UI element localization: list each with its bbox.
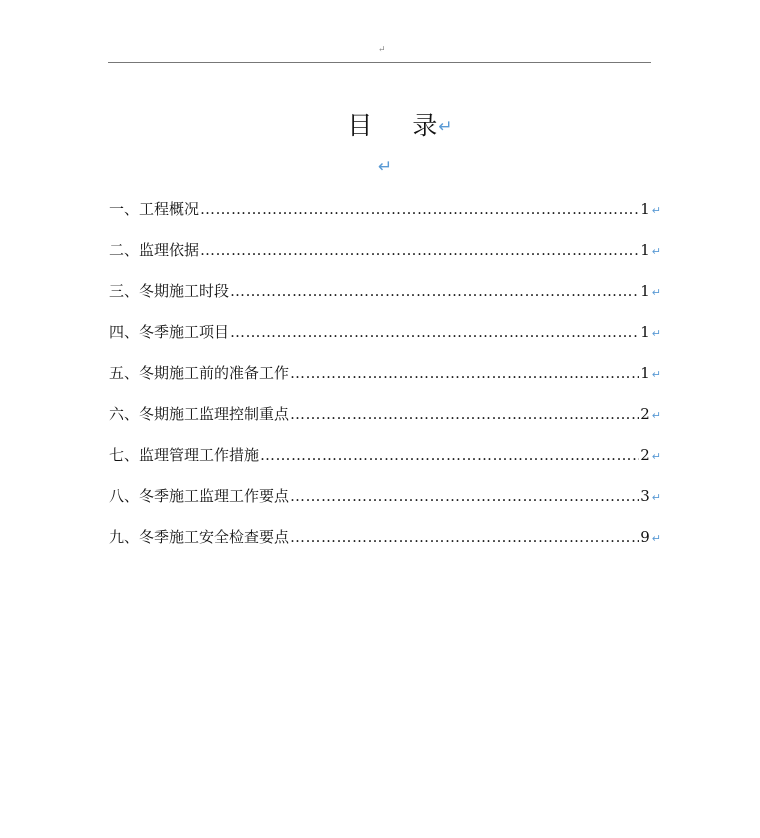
paragraph-mark: ↵ — [651, 327, 661, 340]
title-char-2: 录 — [412, 111, 438, 140]
paragraph-mark: ↵ — [651, 450, 661, 463]
toc-entry-label: 七、监理管理工作措施 — [109, 446, 260, 464]
toc-entry[interactable] — [109, 198, 661, 239]
toc-page-number: 1 — [640, 323, 650, 341]
paragraph-mark: ↵ — [651, 286, 661, 299]
toc-entry-label: 九、冬季施工安全检查要点 — [109, 528, 290, 546]
toc-leader — [200, 239, 639, 261]
title-char-1: 目 — [347, 111, 373, 140]
toc-entry[interactable] — [109, 362, 661, 403]
toc-leader — [290, 362, 639, 384]
toc-page-number: 1 — [640, 241, 650, 259]
toc-page-number: 9 — [640, 528, 650, 546]
toc-leader — [200, 198, 639, 220]
toc-entry-label: 一、工程概况 — [109, 200, 200, 218]
toc-entry-label: 四、冬季施工项目 — [109, 323, 230, 341]
toc-leader — [290, 526, 639, 548]
toc-leader — [260, 444, 639, 466]
header-rule — [108, 62, 651, 63]
toc-leader — [290, 403, 639, 425]
toc-page-number: 3 — [640, 487, 650, 505]
toc-entry-label: 五、冬期施工前的准备工作 — [109, 364, 290, 382]
toc-entry[interactable] — [109, 239, 661, 280]
toc-entry-label: 三、冬期施工时段 — [109, 282, 230, 300]
blank-paragraph-mark: ↵ — [378, 157, 393, 177]
toc-entry[interactable] — [109, 280, 661, 321]
toc-entry-label: 二、监理依据 — [109, 241, 200, 259]
header-paragraph-mark: ↵ — [378, 45, 386, 55]
toc-page-number: 1 — [640, 282, 650, 300]
toc-entry-label: 八、冬季施工监理工作要点 — [109, 487, 290, 505]
toc-entry[interactable] — [109, 403, 661, 444]
toc-entry[interactable] — [109, 526, 661, 567]
toc-entry[interactable] — [109, 444, 661, 485]
toc-page-number: 2 — [640, 405, 650, 423]
toc-page-number: 2 — [640, 446, 650, 464]
paragraph-mark: ↵ — [651, 368, 661, 381]
toc-page-number: 1 — [640, 364, 650, 382]
table-of-contents — [109, 198, 661, 567]
toc-leader — [290, 485, 639, 507]
toc-page-number: 1 — [640, 200, 650, 218]
toc-entry-label: 六、冬期施工监理控制重点 — [109, 405, 290, 423]
toc-entry[interactable] — [109, 485, 661, 526]
paragraph-mark: ↵ — [651, 204, 661, 217]
toc-leader — [230, 321, 639, 343]
paragraph-mark: ↵ — [651, 532, 661, 545]
toc-entry[interactable] — [109, 321, 661, 362]
toc-leader — [230, 280, 639, 302]
paragraph-mark: ↵ — [651, 409, 661, 422]
paragraph-mark: ↵ — [651, 491, 661, 504]
toc-title — [0, 110, 760, 143]
title-paragraph-mark: ↵ — [438, 117, 453, 137]
paragraph-mark: ↵ — [651, 245, 661, 258]
